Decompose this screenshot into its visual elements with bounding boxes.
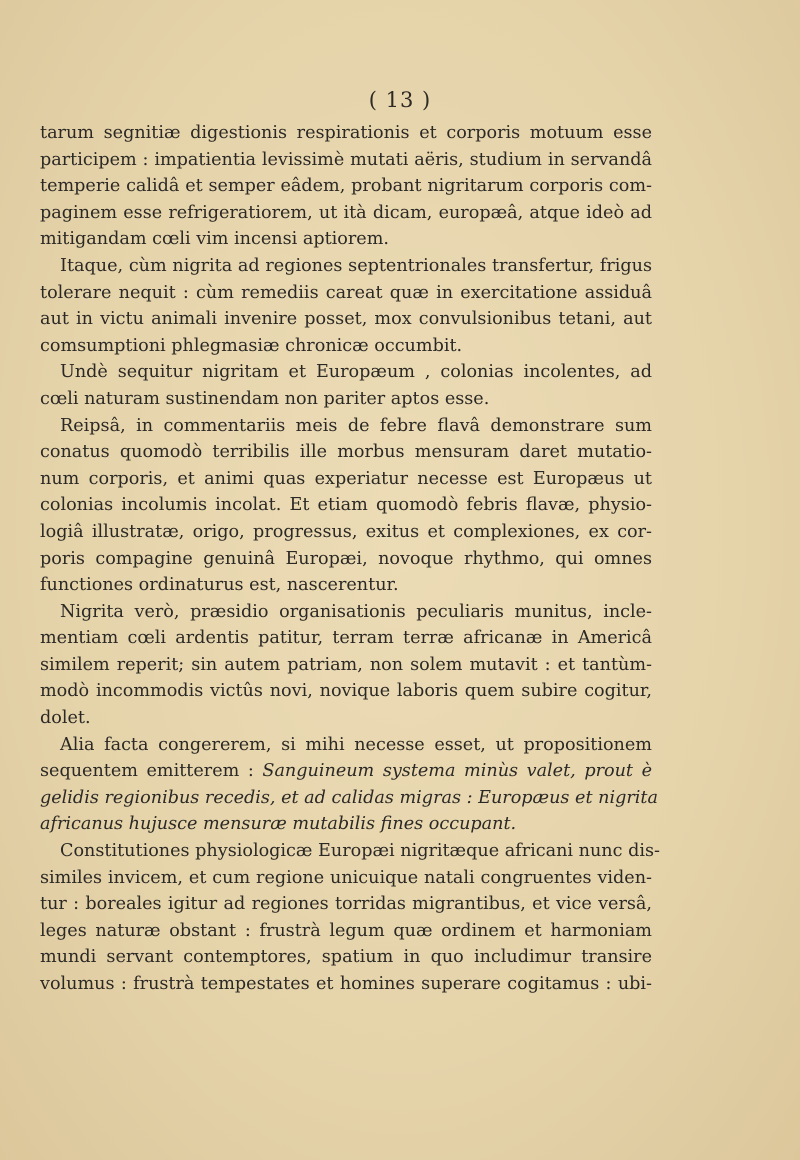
text-line: paginem esse refrigeratiorem, ut ità dicam, europæâ, atque ideò ad [40,202,652,223]
text-line: Constitutiones physiologicæ Europæi nigritæque africani nunc dis- [60,841,660,862]
paragraph-3 [40,359,652,412]
text-line: volumus : frustrà tempestates et homines superare cogitamus : ubi- [40,974,652,994]
text-line: functiones ordinaturus est, nascerentur. [40,575,399,596]
italic-proposition-line: africanus hujusce mensuræ mutabilis fines occupant. [40,814,517,835]
text-line: aut in victu animali invenire posset, mox convulsionibus tetani, aut [40,309,652,330]
text-line: Undè sequitur nigritam et Europæum , colonias incolentes, ad [60,362,652,383]
text-line: modò incommodis victûs novi, novique laboris quem subire cogitur, [40,681,652,702]
text-line: Itaque, cùm nigrita ad regiones septentrionales transfertur, frigus [60,255,652,276]
text-line: participem : impatientia levissimè mutati aëris, studium in servandâ [40,149,652,170]
text-line: comsumptioni phlegmasiæ chronicæ occumbit. [40,335,463,356]
paragraph-7 [40,838,660,998]
italic-proposition: Sanguineum systema minùs valet, prout è [262,761,652,782]
text-line: tolerare nequit : cùm remediis careat quæ in exercitatione assiduâ [40,282,652,303]
text-line: tarum segnitiæ digestionis respirationis et corporis motuum esse [40,123,652,143]
text-line: tur : boreales igitur ad regiones torridas migrantibus, et vice versâ, [40,894,652,915]
paragraph-5 [40,599,652,732]
text-run: sequentem emitterem : [40,761,263,782]
body-text [40,120,660,998]
paragraph-4 [40,413,652,599]
text-line: leges naturæ obstant : frustrà legum quæ ordinem et harmoniam [40,920,652,941]
italic-proposition-line: gelidis regionibus recedis, et ad calidas migras : Europæus et nigrita [40,787,658,808]
page-number: ( 13 ) [368,88,432,112]
text-line: Reipsâ, in commentariis meis de febre flavâ demonstrare sum [60,415,652,436]
text-line: Alia facta congererem, si mihi necesse esset, ut propositionem [60,734,652,755]
text-line: conatus quomodò terribilis ille morbus mensuram daret mutatio- [40,442,652,463]
paragraph-2 [40,253,652,359]
text-line: logiâ illustratæ, origo, progressus, exitus et complexiones, ex cor- [40,521,652,542]
text-line: similem reperit; sin autem patriam, non solem mutavit : et tantùm- [40,654,652,675]
text-line: mitigandam cœli vim incensi aptiorem. [40,229,389,250]
text-line: colonias incolumis incolat. Et etiam quomodò febris flavæ, physio- [40,495,652,516]
text-line [40,758,652,785]
text-line: similes invicem, et cum regione unicuique natali congruentes viden- [40,867,652,888]
text-line: mundi servant contemptores, spatium in quo includimur transire [40,947,652,968]
text-line: Nigrita verò, præsidio organisationis peculiaris munitus, incle- [60,601,652,622]
text-line: mentiam cœli ardentis patitur, terram terræ africanæ in Americâ [40,628,652,649]
text-line: poris compagine genuinâ Europæi, novoque rhythmo, qui omnes [40,548,652,569]
text-line: cœli naturam sustinendam non pariter aptos esse. [40,388,490,409]
text-line: temperie calidâ et semper eâdem, probant nigritarum corporis com- [40,176,652,197]
paragraph-1 [40,120,652,253]
text-line: dolet. [40,708,91,729]
text-line: num corporis, et animi quas experiatur necesse est Europæus ut [40,468,652,489]
paragraph-6 [40,732,658,838]
